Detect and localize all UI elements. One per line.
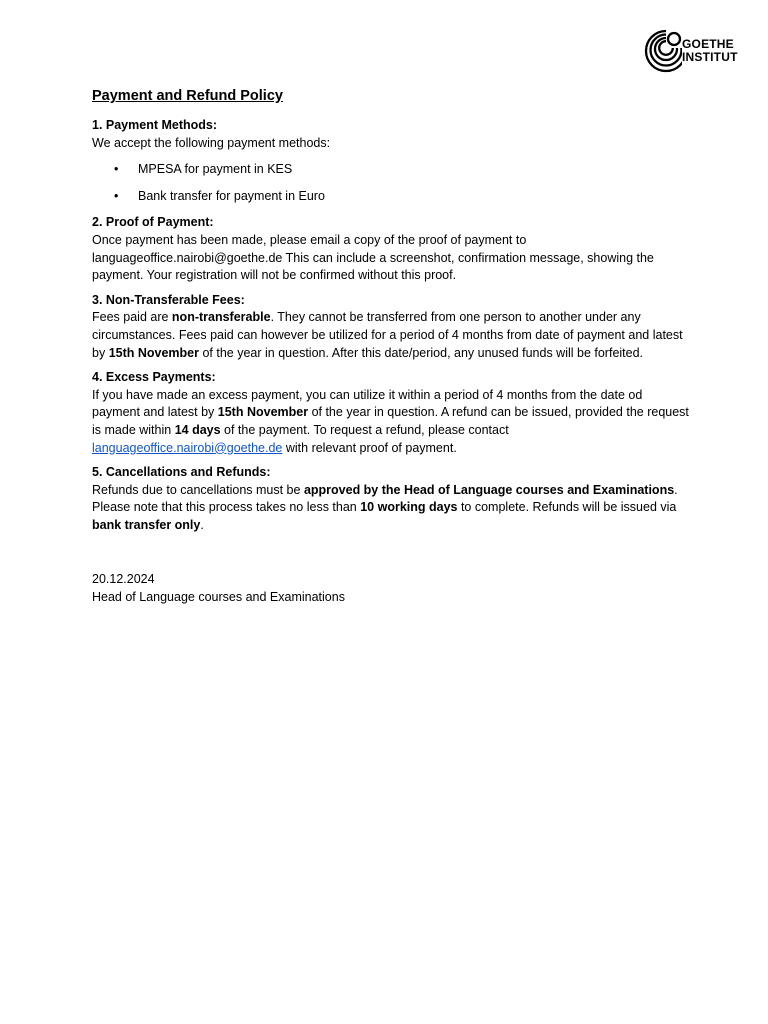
section-heading: 4. Excess Payments: (92, 370, 216, 385)
section-non-transferable-fees (92, 292, 692, 362)
body-text: to complete. Refunds will be issued via (457, 500, 677, 515)
body-text: of the year in question. After this date/period, any unused funds will be forfeited. (199, 345, 644, 360)
emphasis-text: bank transfer only (92, 517, 201, 532)
body-text: of the year in question. A refund can be issued, provided the request is made within (92, 405, 689, 437)
body-text: of the payment. To request a refund, please contact (220, 422, 509, 437)
section-heading: 2. Proof of Payment: (92, 215, 214, 230)
section-body (92, 387, 692, 457)
body-text: with relevant proof of payment. (282, 440, 457, 455)
section-body (92, 482, 692, 535)
emphasis-text: 10 working days (360, 500, 458, 515)
section-body: Once payment has been made, please email a copy of the proof of payment to languageoffice.nairobi@goethe.de This can include a screenshot, confirmation message, showing the payment. Your registration will not be confirmed without this proof. (92, 232, 654, 283)
emphasis-text: 15th November (108, 345, 199, 360)
list-item: • MPESA for payment in KES (92, 161, 692, 179)
body-text: . Please note that this process takes no less than (92, 482, 678, 515)
logo-line-1: GOETHE (682, 37, 734, 51)
section-excess-payments (92, 369, 692, 457)
section-heading: 3. Non-Transferable Fees: (92, 292, 245, 307)
emphasis-text: non-transferable (171, 310, 271, 325)
body-text: . (200, 517, 204, 532)
section-intro: We accept the following payment methods: (92, 135, 331, 150)
emphasis-text: 14 days (174, 422, 221, 437)
signature-date: 20.12.2024 (92, 572, 155, 587)
logo-line-2: INSTITUT (682, 50, 738, 64)
section-payment-methods (92, 117, 692, 205)
section-heading: 1. Payment Methods: (92, 118, 218, 132)
body-text: . They cannot be transferred from one person to another under any circumstances. Fees paid can however be utilized for a period of 4 months from date of payment and latest by (92, 310, 683, 360)
emphasis-text: 15th November (217, 405, 309, 420)
emphasis-text: approved by the Head of Language courses and Examinations (303, 482, 675, 497)
policy-document (92, 86, 692, 607)
payment-methods-list (92, 161, 692, 205)
contact-email-link[interactable]: languageoffice.nairobi@goethe.de (92, 440, 283, 455)
body-text: If you have made an excess payment, you can utilize it within a period of 4 months from the date od payment and latest by (92, 387, 643, 420)
section-cancellations-refunds (92, 464, 692, 534)
goethe-institut-logo (642, 27, 768, 77)
signature-block (92, 571, 692, 606)
section-body (92, 309, 692, 362)
document-title: Payment and Refund Policy (92, 88, 283, 104)
logo-wordmark (682, 38, 738, 64)
body-text: Refunds due to cancellations must be (92, 482, 304, 497)
goethe-spiral-logo-icon (642, 27, 682, 77)
section-heading: 5. Cancellations and Refunds: (92, 465, 271, 480)
section-proof-of-payment (92, 214, 692, 284)
body-text: Fees paid are (92, 310, 172, 325)
list-item: • Bank transfer for payment in Euro (92, 188, 692, 206)
signature-role: Head of Language courses and Examinations (92, 590, 345, 605)
